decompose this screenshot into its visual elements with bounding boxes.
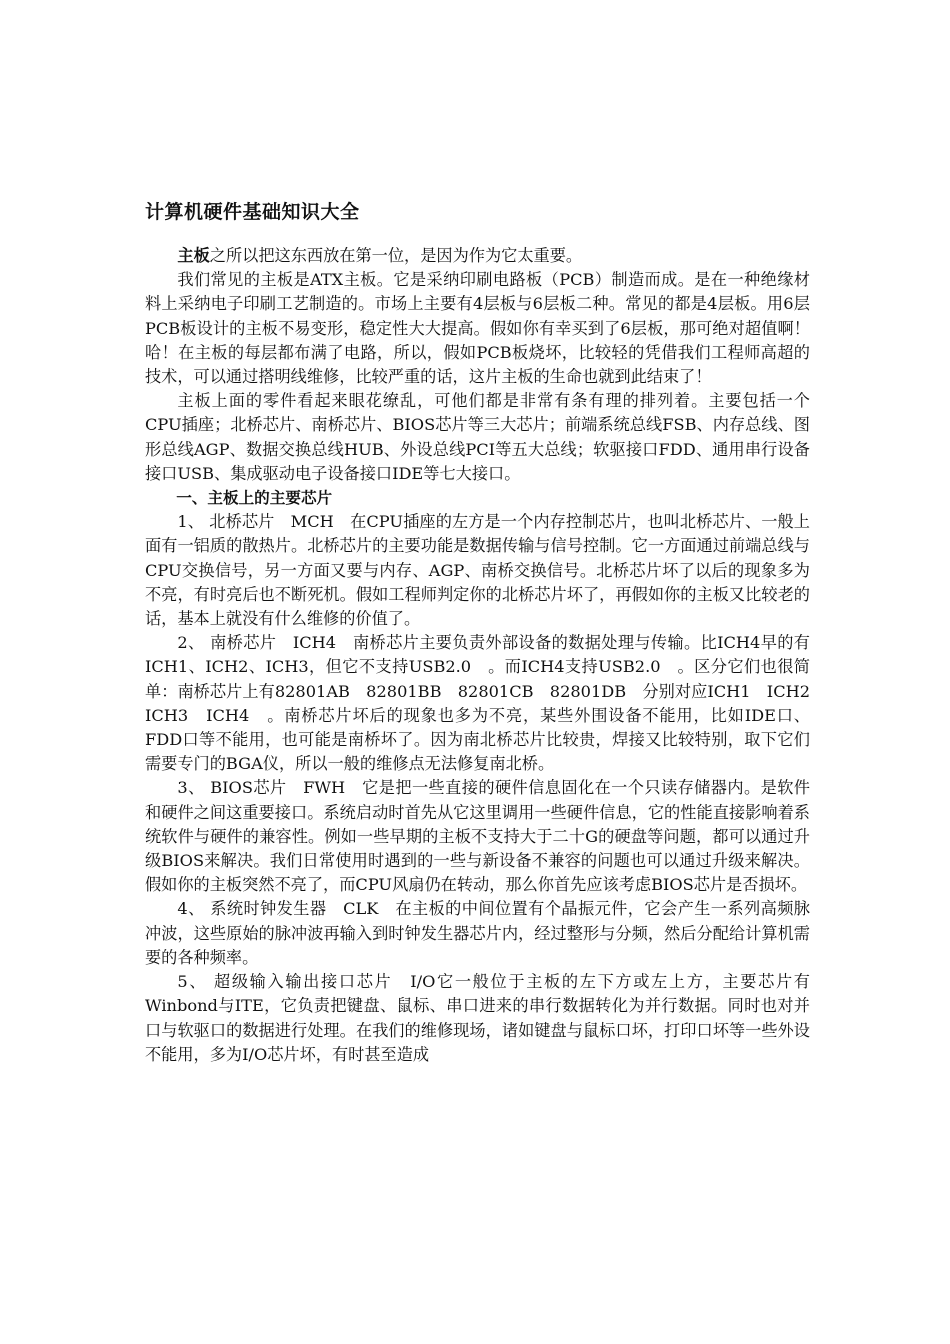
- intro-text: 之所以把这东西放在第一位，是因为作为它太重要。: [209, 246, 583, 265]
- item-io: 5、 超级输入输出接口芯片 I/O它一般位于主板的左下方或左上方，主要芯片有Winbond与ITE，它负责把键盘、鼠标、串口进来的串行数据转化为并行数据。同时也对并口与软驱口的数据进行处理。在我们的维修现场，诸如键盘与鼠标口坏，打印口坏等一些外设不能用，多为I/O芯片坏，有时甚至造成: [145, 972, 810, 1064]
- item-northbridge: 1、 北桥芯片 MCH 在CPU插座的左方是一个内存控制芯片，也叫北桥芯片、一般上面有一铝质的散热片。北桥芯片的主要功能是数据传输与信号控制。它一方面通过前端总线与CPU交换信号，另一方面又要与内存、AGP、南桥交换信号。北桥芯片坏了以后的现象多为不亮，有时亮后也不断死机。假如工程师判定你的北桥芯片坏了，再假如你的主板又比较老的话，基本上就没有什么维修的价值了。: [145, 512, 810, 629]
- intro-bold-term: 主板: [177, 246, 210, 265]
- document-title: 计算机硬件基础知识大全: [145, 201, 360, 223]
- paragraph-components: 主板上面的零件看起来眼花缭乱，可他们都是非常有条有理的排列着。主要包括一个CPU插座；北桥芯片、南桥芯片、BIOS芯片等三大芯片；前端系统总线FSB、内存总线、图形总线AGP、数据交换总线HUB、外设总线PCI等五大总线；软驱接口FDD、通用串行设备接口USB、集成驱动电子设备接口IDE等七大接口。: [145, 391, 810, 483]
- item-southbridge: 2、 南桥芯片 ICH4 南桥芯片主要负责外部设备的数据处理与传输。比ICH4早的有ICH1、ICH2、ICH3，但它不支持USB2.0 。而ICH4支持USB2.0 。区分它们也很简单：南桥芯片上有82801AB 82801BB 82801CB 82801DB 分别对应ICH1 ICH2 ICH3 ICH4 。南桥芯片坏后的现象也多为不亮，某些外围设备不能用，比如IDE口、FDD口等不能用，也可能是南桥坏了。因为南北桥芯片比较贵，焊接又比较特别，取下它们需要专门的BGA仪，所以一般的维修点无法修复南北桥。: [145, 633, 827, 774]
- document-body: [145, 244, 827, 1067]
- section-heading-chips: 一、主板上的主要芯片: [176, 489, 333, 508]
- item-bios: 3、 BIOS芯片 FWH 它是把一些直接的硬件信息固化在一个只读存储器内。是软件和硬件之间这重要接口。系统启动时首先从它这里调用一些硬件信息，它的性能直接影响着系统软件与硬件的兼容性。例如一些早期的主板不支持大于二十G的硬盘等问题，都可以通过升级BIOS来解决。我们日常使用时遇到的一些与新设备不兼容的问题也可以通过升级来解决。假如你的主板突然不亮了，而CPU风扇仍在转动，那么你首先应该考虑BIOS芯片是否损坏。: [145, 778, 810, 895]
- document-page: [145, 198, 827, 1067]
- item-clock: 4、 系统时钟发生器 CLK 在主板的中间位置有个晶振元件，它会产生一系列高频脉冲波，这些原始的脉冲波再输入到时钟发生器芯片内，经过整形与分频，然后分配给计算机需要的各种频率。: [145, 899, 810, 967]
- intro-paragraph: [145, 244, 810, 268]
- paragraph-pcb: 我们常见的主板是ATX主板。它是采纳印刷电路板（PCB）制造而成。是在一种绝缘材料上采纳电子印刷工艺制造的。市场上主要有4层板与6层板二种。常见的都是4层板。用6层PCB板设计的主板不易变形，稳定性大大提高。假如你有幸买到了6层板，那可绝对超值啊！哈！在主板的每层都布满了电路，所以，假如PCB板烧坏，比较轻的凭借我们工程师高超的技术，可以通过搭明线维修，比较严重的话，这片主板的生命也就到此结束了！: [145, 270, 810, 387]
